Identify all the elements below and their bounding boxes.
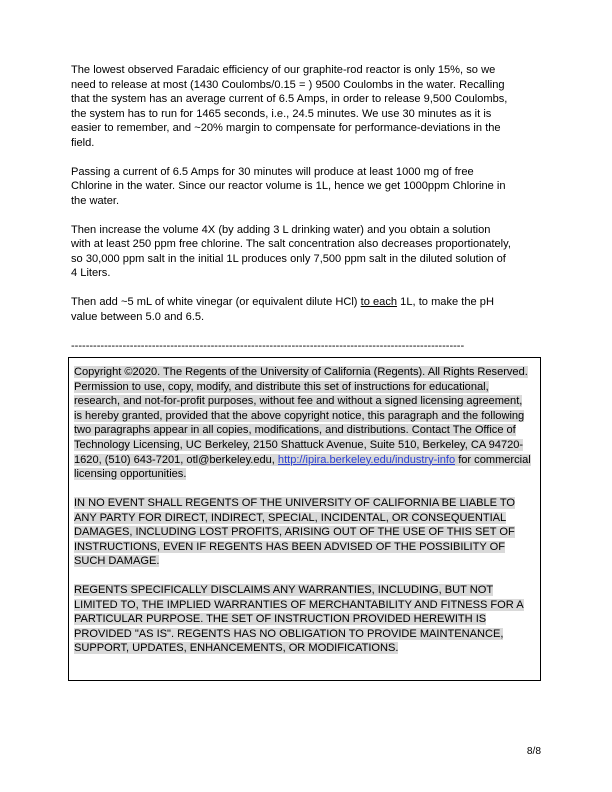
warranty-disclaimer-text: REGENTS SPECIFICALLY DISCLAIMS ANY WARRANTIES, INCLUDING, BUT NOT LIMITED TO, THE IMPLIED WARRANTIES OF MERCHANTABILITY AND FITNESS FOR A PARTICULAR PURPOSE. THE SET OF INSTRUCTION PROVIDED HEREWITH IS PROVIDED "AS IS". REGENTS HAS NO OBLIGATION TO PROVIDE MAINTENANCE, SUPPORT, UPDATES, ENHANCEMENTS, OR MODIFICATIONS. (74, 584, 524, 655)
paragraph-chlorine-production: Passing a current of 6.5 Amps for 30 minutes will produce at least 1000 mg of free Chlorine in the water. Since our reactor volume is 1L, hence we get 1000ppm Chlorine in the water. (71, 165, 506, 207)
copyright-license-text-after-link: for commercial licensing opportunities. (74, 453, 531, 481)
body-text-block (71, 63, 511, 353)
vinegar-text-after: 1L, to make the pH value between 5.0 and 6.5. (71, 296, 494, 323)
page-number: 8/8 (526, 746, 541, 757)
vinegar-underlined-phrase: to each (360, 296, 398, 309)
copyright-notice-content (74, 365, 532, 656)
paragraph-faradaic-efficiency: The lowest observed Faradaic efficiency of our graphite-rod reactor is only 15%, so we need to release at most (1430 Coulombs/0.15 = ) 9500 Coulombs in the water. Recalling that the system has an average current of 6.5 Amps, in order to release 9,500 Coulombs, the system has to run for 1465 seconds, i.e., 24.5 minutes. We use 30 minutes as it is easier to remember, and ~20% margin to compensate for performance-deviations in the field. (71, 64, 508, 149)
copyright-paragraph-liability (74, 496, 532, 569)
liability-disclaimer-text: IN NO EVENT SHALL REGENTS OF THE UNIVERSITY OF CALIFORNIA BE LIABLE TO ANY PARTY FOR DIRECT, INDIRECT, SPECIAL, INCIDENTAL, OR CONSEQUENTIAL DAMAGES, INCLUDING LOST PROFITS, ARISING OUT OF THE USE OF THIS SET OF INSTRUCTIONS, EVEN IF REGENTS HAS BEEN ADVISED OF THE POSSIBILITY OF SUCH DAMAGE. (74, 496, 516, 568)
copyright-notice-box (68, 357, 541, 681)
dashed-divider: ----------------------------------------------------------------------------------------------------------- (71, 339, 465, 352)
paragraph-vinegar-ph (71, 295, 511, 324)
ipira-industry-info-link[interactable]: http://ipira.berkeley.edu/industry-info (277, 453, 456, 466)
copyright-paragraph-warranty (74, 583, 532, 656)
paragraph-dilution: Then increase the volume 4X (by adding 3 L drinking water) and you obtain a solution with at least 250 ppm free chlorine. The salt concentration also decreases proportionately, so 30,000 ppm salt in the initial 1L produces only 7,500 ppm salt in the diluted solution of 4 Liters. (71, 223, 511, 280)
copyright-paragraph-license (74, 365, 532, 482)
vinegar-text-before: Then add ~5 mL of white vinegar (or equivalent dilute HCl) (71, 296, 361, 309)
copyright-license-text-before-link: Copyright ©2020. The Regents of the University of California (Regents). All Rights Reserved. Permission to use, copy, modify, and distribute this set of instructions for educational, research, and not-for-profit purposes, without fee and without a signed licensing agreement, is hereby granted, provided that the above copyright notice, this paragraph and the following two paragraphs appear in all copies, modifications, and distributions. Contact The Office of Technology Licensing, UC Berkeley, 2150 Shattuck Avenue, Suite 510, Berkeley, CA 94720-1620, (510) 643-7201, otl@berkeley.edu, (74, 366, 528, 466)
